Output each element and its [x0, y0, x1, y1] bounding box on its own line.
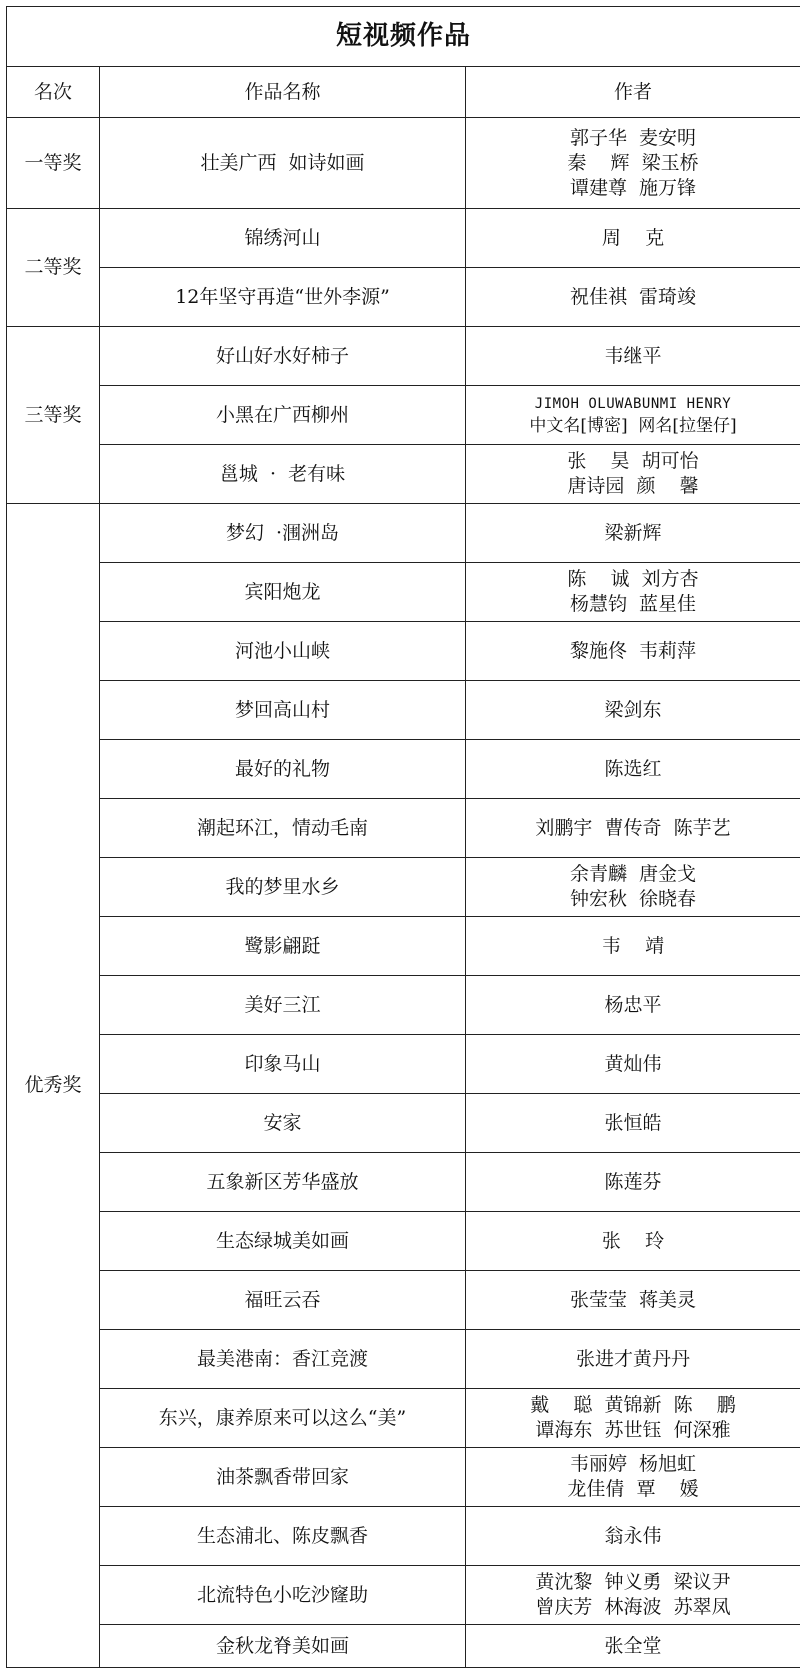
table-row — [7, 1035, 800, 1094]
author-line: 张恒皓 — [604, 1111, 662, 1134]
author-cell — [466, 1448, 800, 1507]
work-title-cell: 小黑在广西柳州 — [100, 386, 466, 445]
author-line: 黄灿伟 — [604, 1052, 662, 1075]
author-line: 刘鹏宇 曹传奇 陈芋艺 — [535, 816, 731, 839]
author-cell — [466, 1094, 800, 1153]
author-line: 张进才黄丹丹 — [576, 1347, 691, 1370]
author-cell — [466, 1153, 800, 1212]
table-row — [7, 1389, 800, 1448]
author-line: 杨忠平 — [604, 993, 662, 1016]
author-line: 黎施佟 韦莉萍 — [569, 639, 697, 662]
author-cell — [466, 1625, 800, 1668]
table-row — [7, 327, 800, 386]
table-row — [7, 1330, 800, 1389]
author-cell — [466, 1389, 800, 1448]
author-line: 余青麟 唐金戈 — [569, 863, 697, 885]
author-cell — [466, 268, 800, 327]
work-title-cell: 好山好水好柿子 — [100, 327, 466, 386]
author-line: 韦 靖 — [601, 934, 665, 957]
author-line: 杨慧钧 蓝星佳 — [569, 593, 697, 615]
author-line: 秦 辉 梁玉桥 — [567, 151, 699, 174]
author-line: 翁永伟 — [604, 1524, 662, 1547]
author-line: 韦丽婷 杨旭虹 — [569, 1453, 697, 1475]
author-cell — [466, 1212, 800, 1271]
author-line: 曾庆芳 林海波 苏翠凤 — [535, 1596, 731, 1618]
author-line: 张全堂 — [604, 1634, 662, 1657]
author-cell — [466, 740, 800, 799]
work-title-cell: 鹭影翩跹 — [100, 917, 466, 976]
page-title: 短视频作品 — [7, 7, 800, 67]
author-line: 张 昊 胡可怡 — [567, 450, 699, 472]
rank-cell: 一等奖 — [7, 118, 100, 209]
table-row — [7, 976, 800, 1035]
author-cell — [466, 386, 800, 445]
table-row — [7, 386, 800, 445]
work-title-cell: 安家 — [100, 1094, 466, 1153]
work-title-cell: 梦幻 ·涠洲岛 — [100, 504, 466, 563]
author-line: 钟宏秋 徐晓春 — [569, 888, 697, 910]
table-row — [7, 563, 800, 622]
table-row — [7, 799, 800, 858]
table-row — [7, 118, 800, 209]
author-cell — [466, 563, 800, 622]
table-row — [7, 1094, 800, 1153]
table-row — [7, 1271, 800, 1330]
author-line: 张莹莹 蒋美灵 — [569, 1288, 697, 1311]
work-title-cell: 最美港南：香江竞渡 — [100, 1330, 466, 1389]
work-title-cell: 福旺云吞 — [100, 1271, 466, 1330]
work-title-cell: 最好的礼物 — [100, 740, 466, 799]
author-line: 谭建尊 施万锋 — [569, 176, 697, 199]
table-row — [7, 1212, 800, 1271]
table-row — [7, 740, 800, 799]
table-row — [7, 1566, 800, 1625]
work-title-cell: 锦绣河山 — [100, 209, 466, 268]
author-line: 陈 诚 刘方杏 — [567, 568, 699, 590]
author-cell — [466, 799, 800, 858]
header-author: 作者 — [466, 67, 800, 118]
table-row — [7, 858, 800, 917]
rank-cell: 优秀奖 — [7, 504, 100, 1668]
table-row — [7, 1625, 800, 1668]
author-line: 戴 聪 黄锦新 陈 鹏 — [530, 1394, 736, 1416]
author-line: 龙佳倩 覃 媛 — [567, 1478, 699, 1500]
work-title-cell: 金秋龙脊美如画 — [100, 1625, 466, 1668]
author-line: 梁剑东 — [604, 698, 662, 721]
author-line: 中文名[博密] 网名[拉堡仔] — [529, 416, 737, 436]
work-title-cell: 美好三江 — [100, 976, 466, 1035]
work-title-cell: 梦回高山村 — [100, 681, 466, 740]
author-line: 谭海东 苏世钰 何深雅 — [535, 1419, 731, 1441]
author-cell — [466, 445, 800, 504]
table-row — [7, 681, 800, 740]
awards-table — [6, 6, 800, 1668]
author-cell — [466, 917, 800, 976]
author-line: JIMOH OLUWABUNMI HENRY — [534, 396, 732, 412]
table-row — [7, 622, 800, 681]
work-title-cell: 12年坚守再造“世外李源” — [100, 268, 466, 327]
header-row — [7, 67, 800, 118]
header-work: 作品名称 — [100, 67, 466, 118]
work-title-cell: 北流特色小吃沙窿助 — [100, 1566, 466, 1625]
author-cell — [466, 1507, 800, 1566]
author-line: 梁新辉 — [604, 521, 662, 544]
table-row — [7, 1507, 800, 1566]
table-row — [7, 917, 800, 976]
work-title-cell: 生态浦北、陈皮飘香 — [100, 1507, 466, 1566]
work-title-cell: 生态绿城美如画 — [100, 1212, 466, 1271]
author-line: 唐诗园 颜 馨 — [567, 475, 699, 497]
author-cell — [466, 209, 800, 268]
header-rank: 名次 — [7, 67, 100, 118]
author-line: 张 玲 — [601, 1229, 665, 1252]
rank-cell: 二等奖 — [7, 209, 100, 327]
author-cell — [466, 622, 800, 681]
author-cell — [466, 118, 800, 209]
table-row — [7, 445, 800, 504]
rank-cell: 三等奖 — [7, 327, 100, 504]
work-title-cell: 宾阳炮龙 — [100, 563, 466, 622]
author-cell — [466, 1271, 800, 1330]
author-line: 周 克 — [601, 226, 665, 249]
author-line: 陈莲芬 — [604, 1170, 662, 1193]
author-cell — [466, 327, 800, 386]
table-row — [7, 1448, 800, 1507]
work-title-cell: 印象马山 — [100, 1035, 466, 1094]
award-sheet — [6, 6, 800, 1668]
work-title-cell: 河池小山峡 — [100, 622, 466, 681]
work-title-cell: 潮起环江，情动毛南 — [100, 799, 466, 858]
work-title-cell: 东兴，康养原来可以这么“美” — [100, 1389, 466, 1448]
table-row — [7, 1153, 800, 1212]
work-title-cell: 五象新区芳华盛放 — [100, 1153, 466, 1212]
author-cell — [466, 681, 800, 740]
author-line: 郭子华 麦安明 — [569, 126, 697, 149]
work-title-cell: 邕城 · 老有味 — [100, 445, 466, 504]
author-cell — [466, 504, 800, 563]
author-line: 祝佳祺 雷琦竣 — [569, 285, 697, 308]
author-line: 韦继平 — [604, 344, 662, 367]
work-title-cell: 我的梦里水乡 — [100, 858, 466, 917]
table-row — [7, 268, 800, 327]
table-row — [7, 209, 800, 268]
author-cell — [466, 1330, 800, 1389]
author-cell — [466, 1566, 800, 1625]
table-row — [7, 504, 800, 563]
author-cell — [466, 858, 800, 917]
work-title-cell: 壮美广西 如诗如画 — [100, 118, 466, 209]
author-line: 黄沈黎 钟义勇 梁议尹 — [535, 1571, 731, 1593]
author-cell — [466, 976, 800, 1035]
author-cell — [466, 1035, 800, 1094]
author-line: 陈选红 — [604, 757, 662, 780]
work-title-cell: 油茶飘香带回家 — [100, 1448, 466, 1507]
